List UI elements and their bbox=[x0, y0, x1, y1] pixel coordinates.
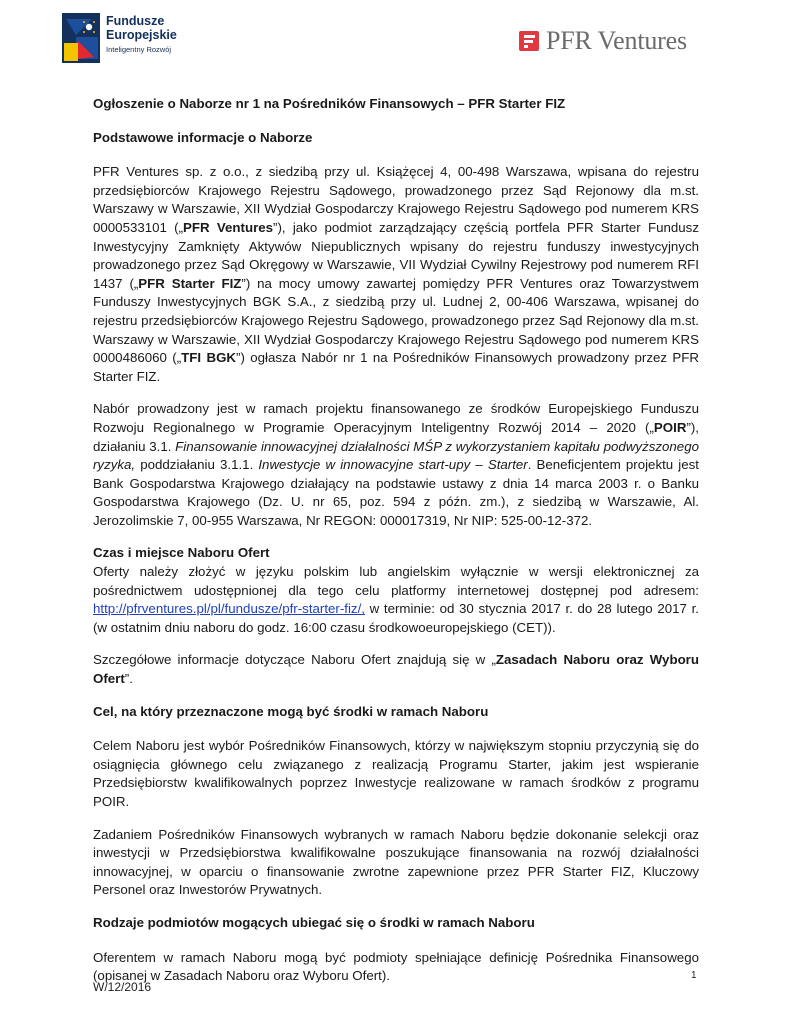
section-heading-entities: Rodzaje podmiotów mogących ubiegać się o środki w ramach Naboru bbox=[93, 914, 535, 930]
section-heading-purpose: Cel, na który przeznaczone mogą być środki w ramach Naboru bbox=[93, 703, 489, 719]
paragraph-purpose-2: Zadaniem Pośredników Finansowych wybranych w ramach Naboru będzie dokonanie selekcji oraz inwestycji w Przedsiębiorstwa kwalifikowalne poszukujące finansowania na rozwój działalności innowacyjnej, w oparciu o finansowanie zwrotne zapewnione przez PFR Starter FIZ, Kluczowy Personel oraz Inwestorów Prywatnych. bbox=[93, 826, 699, 898]
paragraph-basic-info: PFR Ventures sp. z o.o., z siedzibą przy ul. Książęcej 4, 00-498 Warszawa, wpisana do rejestru przedsiębiorców Krajowego Rejestru Sądowego, prowadzonego przez Sąd Rejonowy dla m.st. Warszawy w Warszawie, XII Wydział Gospodarczy Krajowego Rejestru Sądowego pod numerem KRS 0000533101 („PFR Ventures”), jako podmiot zarządzający częścią portfela PFR Starter Fundusz Inwestycyjny Zamknięty Aktywów Niepublicznych wpisany do rejestru funduszy inwestycyjnych prowadzonego przez Sąd Okręgowy w Warszawie, VII Wydział Cywilny Rejestrowy pod numerem RFI 1437 („PFR Starter FIZ”) na mocy umowy zawartej pomiędzy PFR Ventures oraz Towarzystwem Funduszy Inwestycyjnych BGK S.A., z siedzibą przy ul. Ludnej 2, 00-406 Warszawa, wpisanej do rejestru przedsiębiorców Krajowego Rejestru Sądowego, prowadzonego przez Sąd Rejonowy dla m.st. Warszawy w Warszawie, XII Wydział Gospodarczy Krajowego Rejestru Sądowego pod numerem KRS 0000486060 („TFI BGK”) ogłasza Nabór nr 1 na Pośredników Finansowych prowadzony przez PFR Starter FIZ. bbox=[93, 164, 699, 384]
pfr-logo-text: PFR Ventures bbox=[546, 26, 687, 55]
fe-logo-line1: Fundusze bbox=[106, 14, 165, 28]
paragraph-purpose-1: Celem Naboru jest wybór Pośredników Finansowych, którzy w największym stopniu przyczynią się do osiągnięcia głównego celu związanego z realizacją Programu Starter, jakim jest wspieranie Przedsiębiorstw kwalifikowalnych poprzez Inwestycje realizowane w ramach środków z programu POIR. bbox=[93, 738, 699, 809]
pfr-mark-icon bbox=[518, 30, 540, 52]
announcement-body bbox=[93, 95, 699, 986]
section-heading-time-place: Czas i miejsce Naboru Ofert bbox=[93, 545, 270, 561]
page-number: 1 bbox=[691, 970, 697, 981]
document-title: Ogłoszenie o Naborze nr 1 na Pośredników Finansowych – PFR Starter FIZ bbox=[93, 96, 566, 111]
paragraph-time-place: Oferty należy złożyć w języku polskim lub angielskim wyłącznie w wersji elektronicznej za pośrednictwem udostępnionej dla tego celu platformy internetowej dostępnej pod adresem: http://pfrventures.pl/pl/fundusze/pfr-starter-fiz/, w terminie: od 30 stycznia 2017 r. do 28 lutego 2017 r. (w ostatnim dniu naboru do godz. 16:00 czasu środkowoeuropejskiego (CET)). bbox=[93, 564, 699, 635]
fe-logo-line2: Europejskie bbox=[106, 28, 177, 42]
paragraph-entities: Oferentem w ramach Naboru mogą być podmioty spełniające definicję Pośrednika Finansowego (opisanej w Zasadach Naboru oraz Wyboru Ofert). bbox=[93, 949, 699, 984]
fe-logo-line3: Inteligentny Rozwój bbox=[106, 45, 172, 54]
paragraph-project-info: Nabór prowadzony jest w ramach projektu finansowanego ze środków Europejskiego Funduszu Rozwoju Regionalnego w Programie Operacyjnym Inteligentny Rozwój 2014 – 2020 („POIR”), działaniu 3.1. Finansowanie innowacyjnej działalności MŚP z wykorzystaniem kapitału podwyższonego ryzyka, poddziałaniu 3.1.1. Inwestycje w innowacyjne start-upy – Starter. Beneficjentem projektu jest Bank Gospodarstwa Krajowego działający na podstawie ustawy z dnia 14 marca 2003 r. o Banku Gospodarstwa Krajowego (Dz. U. nr 65, poz. 594 z późn. zm.), z siedzibą w Warszawie, Al. Jerozolimskie 7, 00-955 Warszawa, Nr REGON: 000017319, Nr NIP: 525-00-12-372. bbox=[93, 401, 699, 528]
section-heading-basic-info: Podstawowe informacje o Naborze bbox=[93, 129, 313, 145]
eu-funds-flag-icon bbox=[62, 13, 100, 63]
pfr-ventures-logo bbox=[518, 26, 728, 56]
paragraph-detailed-info: Szczegółowe informacje dotyczące Naboru Ofert znajdują się w „Zasadach Naboru oraz Wyboru Ofert”. bbox=[93, 652, 699, 687]
platform-link[interactable]: http://pfrventures.pl/pl/fundusze/pfr-starter-fiz/, bbox=[93, 601, 365, 617]
document-code: W/12/2016 bbox=[93, 980, 152, 994]
fundusze-europejskie-logo bbox=[62, 13, 202, 65]
